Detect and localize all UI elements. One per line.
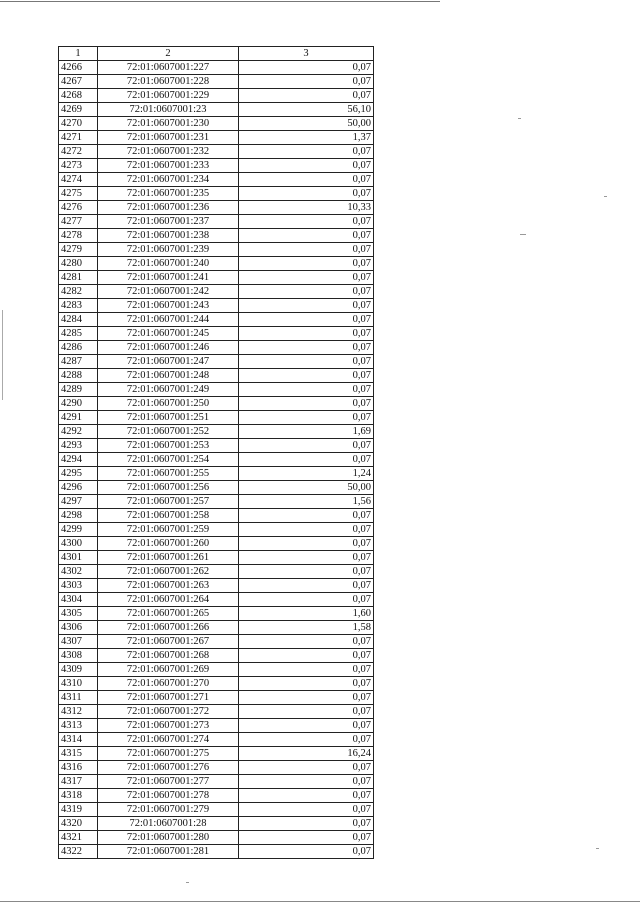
cadastral-number: 72:01:0607001:235 [98,187,239,201]
row-number: 4315 [59,747,98,761]
area-value: 50,00 [239,481,374,495]
cadastral-number: 72:01:0607001:263 [98,579,239,593]
area-value: 0,07 [239,327,374,341]
table-row [59,453,374,467]
table-row [59,397,374,411]
table-row [59,509,374,523]
table-row [59,691,374,705]
area-value: 0,07 [239,369,374,383]
table-row [59,257,374,271]
cadastral-number: 72:01:0607001:23 [98,103,239,117]
table-row [59,537,374,551]
area-value: 0,07 [239,649,374,663]
cadastral-number: 72:01:0607001:232 [98,145,239,159]
cadastral-number: 72:01:0607001:273 [98,719,239,733]
table-row [59,103,374,117]
cadastral-number: 72:01:0607001:259 [98,523,239,537]
area-value: 1,37 [239,131,374,145]
cadastral-number: 72:01:0607001:228 [98,75,239,89]
cadastral-number: 72:01:0607001:250 [98,397,239,411]
cadastral-number: 72:01:0607001:260 [98,537,239,551]
table-row [59,565,374,579]
cadastral-number: 72:01:0607001:253 [98,439,239,453]
row-number: 4316 [59,761,98,775]
cadastral-number: 72:01:0607001:275 [98,747,239,761]
table-row [59,845,374,859]
cadastral-table [58,46,374,859]
area-value: 0,07 [239,271,374,285]
area-value: 0,07 [239,285,374,299]
area-value: 0,07 [239,439,374,453]
table-row [59,747,374,761]
cadastral-number: 72:01:0607001:249 [98,383,239,397]
scan-speck [186,882,189,883]
row-number: 4319 [59,803,98,817]
cadastral-number: 72:01:0607001:258 [98,509,239,523]
row-number: 4273 [59,159,98,173]
cadastral-number: 72:01:0607001:265 [98,607,239,621]
cadastral-number: 72:01:0607001:281 [98,845,239,859]
table-row [59,481,374,495]
row-number: 4304 [59,593,98,607]
row-number: 4306 [59,621,98,635]
cadastral-number: 72:01:0607001:276 [98,761,239,775]
area-value: 0,07 [239,705,374,719]
table-row [59,215,374,229]
table-row [59,761,374,775]
row-number: 4267 [59,75,98,89]
area-value: 1,60 [239,607,374,621]
row-number: 4281 [59,271,98,285]
table-row [59,229,374,243]
table-row [59,61,374,75]
row-number: 4302 [59,565,98,579]
table-row [59,579,374,593]
row-number: 4318 [59,789,98,803]
area-value: 0,07 [239,61,374,75]
area-value: 0,07 [239,761,374,775]
cadastral-number: 72:01:0607001:28 [98,817,239,831]
row-number: 4274 [59,173,98,187]
cadastral-number: 72:01:0607001:236 [98,201,239,215]
area-value: 0,07 [239,173,374,187]
row-number: 4301 [59,551,98,565]
table-row [59,355,374,369]
table-header-row [59,47,374,61]
area-value: 0,07 [239,691,374,705]
area-value: 0,07 [239,635,374,649]
cadastral-number: 72:01:0607001:264 [98,593,239,607]
cadastral-number: 72:01:0607001:255 [98,467,239,481]
cadastral-number: 72:01:0607001:227 [98,61,239,75]
table-row [59,607,374,621]
cadastral-number: 72:01:0607001:244 [98,313,239,327]
area-value: 10,33 [239,201,374,215]
row-number: 4283 [59,299,98,313]
row-number: 4303 [59,579,98,593]
table-row [59,75,374,89]
row-number: 4314 [59,733,98,747]
cadastral-number: 72:01:0607001:230 [98,117,239,131]
row-number: 4294 [59,453,98,467]
row-number: 4321 [59,831,98,845]
table-row [59,593,374,607]
row-number: 4322 [59,845,98,859]
table-row [59,495,374,509]
cadastral-number: 72:01:0607001:278 [98,789,239,803]
area-value: 0,07 [239,313,374,327]
row-number: 4285 [59,327,98,341]
cadastral-number: 72:01:0607001:231 [98,131,239,145]
area-value: 0,07 [239,159,374,173]
row-number: 4292 [59,425,98,439]
area-value: 0,07 [239,355,374,369]
cadastral-number: 72:01:0607001:271 [98,691,239,705]
table-row [59,467,374,481]
area-value: 1,24 [239,467,374,481]
table-row [59,663,374,677]
area-value: 0,07 [239,411,374,425]
cadastral-number: 72:01:0607001:252 [98,425,239,439]
cadastral-number: 72:01:0607001:261 [98,551,239,565]
row-number: 4266 [59,61,98,75]
cadastral-number: 72:01:0607001:272 [98,705,239,719]
cadastral-number: 72:01:0607001:257 [98,495,239,509]
row-number: 4305 [59,607,98,621]
area-value: 0,07 [239,565,374,579]
scan-top-rule [0,1,440,2]
area-value: 0,07 [239,89,374,103]
cadastral-number: 72:01:0607001:274 [98,733,239,747]
table-row [59,299,374,313]
cadastral-number: 72:01:0607001:240 [98,257,239,271]
row-number: 4308 [59,649,98,663]
cadastral-number: 72:01:0607001:267 [98,635,239,649]
area-value: 16,24 [239,747,374,761]
cadastral-number: 72:01:0607001:247 [98,355,239,369]
cadastral-number: 72:01:0607001:279 [98,803,239,817]
row-number: 4299 [59,523,98,537]
row-number: 4311 [59,691,98,705]
row-number: 4282 [59,285,98,299]
table-row [59,551,374,565]
area-value: 0,07 [239,733,374,747]
row-number: 4270 [59,117,98,131]
row-number: 4277 [59,215,98,229]
table-row [59,131,374,145]
area-value: 0,07 [239,397,374,411]
row-number: 4307 [59,635,98,649]
row-number: 4290 [59,397,98,411]
row-number: 4291 [59,411,98,425]
table-row [59,187,374,201]
area-value: 0,07 [239,719,374,733]
row-number: 4293 [59,439,98,453]
table-row [59,285,374,299]
table-row [59,789,374,803]
row-number: 4276 [59,201,98,215]
area-value: 0,07 [239,257,374,271]
area-value: 0,07 [239,341,374,355]
table-row [59,369,374,383]
row-number: 4295 [59,467,98,481]
row-number: 4309 [59,663,98,677]
column-header-1: 1 [59,47,98,61]
cadastral-number: 72:01:0607001:256 [98,481,239,495]
table-row [59,159,374,173]
cadastral-number: 72:01:0607001:254 [98,453,239,467]
table-row [59,649,374,663]
cadastral-number: 72:01:0607001:234 [98,173,239,187]
cadastral-number: 72:01:0607001:268 [98,649,239,663]
area-value: 0,07 [239,523,374,537]
area-value: 0,07 [239,677,374,691]
area-value: 0,07 [239,803,374,817]
row-number: 4286 [59,341,98,355]
area-value: 0,07 [239,75,374,89]
table-row [59,719,374,733]
table-row [59,439,374,453]
table-row [59,733,374,747]
table-row [59,201,374,215]
row-number: 4297 [59,495,98,509]
cadastral-number: 72:01:0607001:246 [98,341,239,355]
table-row [59,341,374,355]
table-row [59,243,374,257]
area-value: 0,07 [239,299,374,313]
area-value: 0,07 [239,243,374,257]
cadastral-number: 72:01:0607001:238 [98,229,239,243]
area-value: 56,10 [239,103,374,117]
table-row [59,411,374,425]
cadastral-number: 72:01:0607001:266 [98,621,239,635]
row-number: 4310 [59,677,98,691]
table-row [59,313,374,327]
row-number: 4300 [59,537,98,551]
column-header-3: 3 [239,47,374,61]
row-number: 4298 [59,509,98,523]
row-number: 4289 [59,383,98,397]
table-row [59,271,374,285]
row-number: 4275 [59,187,98,201]
table-row [59,817,374,831]
table-row [59,635,374,649]
scan-speck [518,118,521,119]
table-row [59,621,374,635]
cadastral-number: 72:01:0607001:241 [98,271,239,285]
row-number: 4278 [59,229,98,243]
row-number: 4271 [59,131,98,145]
row-number: 4320 [59,817,98,831]
row-number: 4280 [59,257,98,271]
cadastral-number: 72:01:0607001:233 [98,159,239,173]
area-value: 0,07 [239,845,374,859]
scan-bottom-rule [0,901,640,902]
cadastral-number: 72:01:0607001:237 [98,215,239,229]
area-value: 0,07 [239,383,374,397]
row-number: 4272 [59,145,98,159]
area-value: 1,69 [239,425,374,439]
cadastral-number: 72:01:0607001:270 [98,677,239,691]
scan-speck [520,234,526,235]
area-value: 0,07 [239,453,374,467]
column-header-2: 2 [98,47,239,61]
row-number: 4296 [59,481,98,495]
table-row [59,89,374,103]
area-value: 0,07 [239,509,374,523]
cadastral-number: 72:01:0607001:280 [98,831,239,845]
table-row [59,327,374,341]
table-row [59,523,374,537]
scan-speck [604,196,607,197]
table-row [59,425,374,439]
area-value: 0,07 [239,593,374,607]
table-row [59,803,374,817]
area-value: 0,07 [239,789,374,803]
cadastral-number: 72:01:0607001:242 [98,285,239,299]
cadastral-number: 72:01:0607001:245 [98,327,239,341]
area-value: 0,07 [239,551,374,565]
table-row [59,383,374,397]
cadastral-number: 72:01:0607001:243 [98,299,239,313]
scan-left-edge [2,310,3,400]
row-number: 4269 [59,103,98,117]
table-row [59,705,374,719]
table-row [59,117,374,131]
area-value: 0,07 [239,145,374,159]
table-row [59,831,374,845]
table-row [59,173,374,187]
cadastral-number: 72:01:0607001:251 [98,411,239,425]
area-value: 0,07 [239,579,374,593]
table-row [59,145,374,159]
table-row [59,677,374,691]
area-value: 0,07 [239,817,374,831]
table-row [59,775,374,789]
row-number: 4312 [59,705,98,719]
area-value: 0,07 [239,663,374,677]
area-value: 0,07 [239,187,374,201]
cadastral-number: 72:01:0607001:229 [98,89,239,103]
area-value: 50,00 [239,117,374,131]
area-value: 1,56 [239,495,374,509]
area-value: 0,07 [239,229,374,243]
area-value: 0,07 [239,831,374,845]
row-number: 4317 [59,775,98,789]
cadastral-number: 72:01:0607001:269 [98,663,239,677]
row-number: 4287 [59,355,98,369]
cadastral-number: 72:01:0607001:239 [98,243,239,257]
row-number: 4284 [59,313,98,327]
row-number: 4279 [59,243,98,257]
scan-speck [596,848,599,849]
area-value: 0,07 [239,775,374,789]
row-number: 4288 [59,369,98,383]
row-number: 4268 [59,89,98,103]
table-body [59,61,374,859]
area-value: 1,58 [239,621,374,635]
cadastral-number: 72:01:0607001:248 [98,369,239,383]
cadastral-number: 72:01:0607001:277 [98,775,239,789]
area-value: 0,07 [239,537,374,551]
cadastral-number: 72:01:0607001:262 [98,565,239,579]
area-value: 0,07 [239,215,374,229]
row-number: 4313 [59,719,98,733]
